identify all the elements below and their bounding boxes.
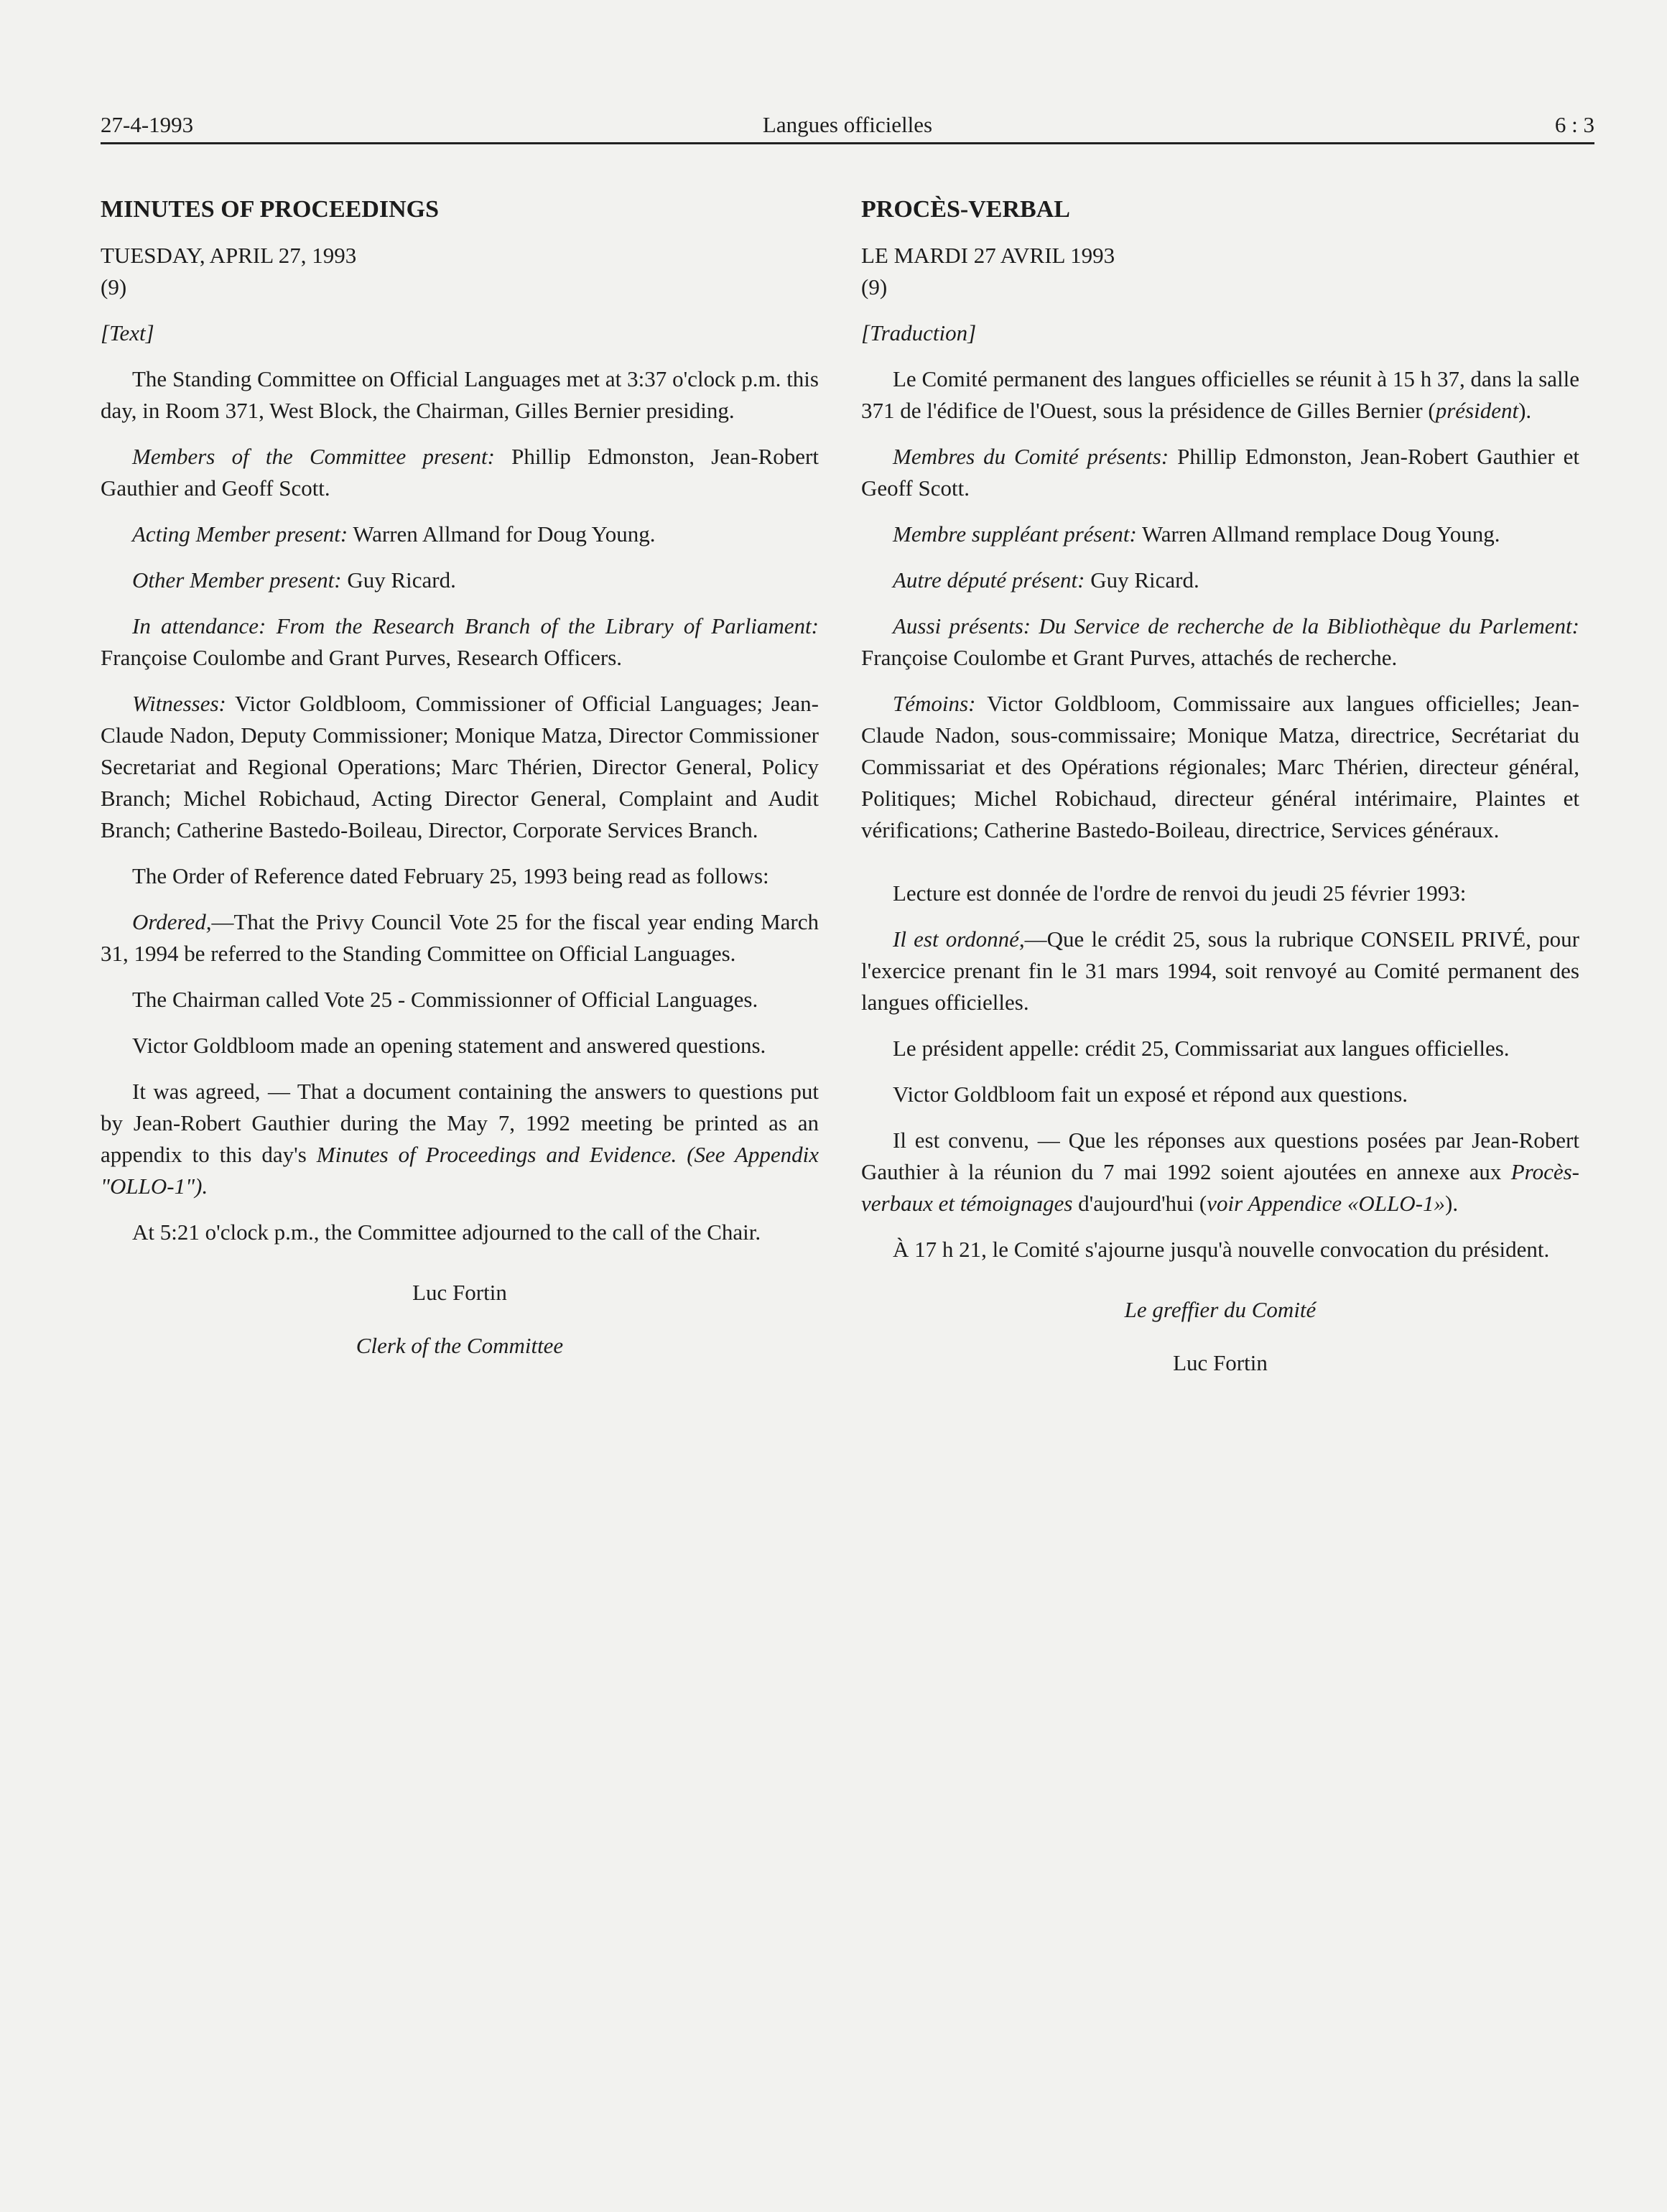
french-date: LE MARDI 27 AVRIL 1993	[861, 243, 1115, 268]
french-translation-tag: [Traduction]	[861, 320, 977, 345]
english-in-attendance: In attendance: From the Research Branch of the Library of Parliament: Françoise Coulombe and Grant Purves, Research Officers.	[101, 613, 819, 670]
french-acting-member: Membre suppléant présent: Warren Allmand remplace Doug Young.	[893, 521, 1500, 547]
page-header	[101, 106, 1594, 144]
french-goldbloom-statement: Victor Goldbloom fait un exposé et répond aux questions.	[893, 1082, 1408, 1107]
french-clerk-role: Le greffier du Comité	[1124, 1297, 1317, 1322]
french-witnesses: Témoins: Victor Goldbloom, Commissaire aux langues officielles; Jean-Claude Nadon, sous-commissaire; Monique Matza, directrice, Secrétariat du Commissariat et des Opérations régionales; Marc Thérien, directeur général, Politiques; Michel Robichaud, directeur général intérimaire, Plaintes et vérifications; Catherine Bastedo-Boileau, directrice, Services généraux.	[861, 691, 1579, 842]
english-text-tag: [Text]	[101, 320, 154, 345]
english-other-member: Other Member present: Guy Ricard.	[132, 567, 456, 592]
header-title: Langues officielles	[762, 112, 933, 137]
english-witnesses: Witnesses: Victor Goldbloom, Commissioner of Official Languages; Jean-Claude Nadon, Deputy Commissioner; Monique Matza, Director Commissioner Secretariat and Regional Operations; Marc Thérien, Director General, Policy Branch; Michel Robichaud, Acting Director General, Complaint and Audit Branch; Catherine Bastedo-Boileau, Director, Corporate Services Branch.	[101, 691, 819, 842]
header-page-number: 6 : 3	[1554, 112, 1594, 137]
french-ordered: Il est ordonné,—Que le crédit 25, sous la rubrique CONSEIL PRIVÉ, pour l'exercice prenant fin le 31 mars 1994, soit renvoyé au Comité permanent des langues officielles.	[861, 926, 1579, 1015]
french-column	[861, 194, 1579, 1400]
english-clerk-role: Clerk of the Committee	[356, 1333, 564, 1358]
french-adjourned: À 17 h 21, le Comité s'ajourne jusqu'à nouvelle convocation du président.	[893, 1237, 1550, 1262]
english-signature	[101, 1277, 819, 1362]
english-acting-member: Acting Member present: Warren Allmand for Doug Young.	[132, 521, 656, 547]
english-chairman-called: The Chairman called Vote 25 - Commissionner of Official Languages.	[132, 987, 758, 1012]
english-members-present: Members of the Committee present: Phillip Edmonston, Jean-Robert Gauthier and Geoff Scott.	[101, 444, 819, 501]
french-other-member: Autre député présent: Guy Ricard.	[893, 567, 1199, 592]
french-members-present: Membres du Comité présents: Phillip Edmonston, Jean-Robert Gauthier et Geoff Scott.	[861, 444, 1579, 501]
english-agreed: It was agreed, — That a document containing the answers to questions put by Jean-Robert Gauthier during the May 7, 1992 meeting be printed as an appendix to this day's Minutes of Proceedings and Evidence. (See Appendix "OLLO-1").	[101, 1079, 819, 1199]
header-date: 27-4-1993	[101, 112, 194, 137]
english-date: TUESDAY, APRIL 27, 1993	[101, 243, 357, 268]
english-number: (9)	[101, 274, 127, 299]
english-order-of-reference: The Order of Reference dated February 25, 1993 being read as follows:	[132, 863, 769, 888]
french-signature	[861, 1294, 1579, 1379]
french-clerk-name: Luc Fortin	[1173, 1350, 1268, 1375]
english-ordered: Ordered,—That the Privy Council Vote 25 for the fiscal year ending March 31, 1994 be referred to the Standing Committee on Official Languages.	[101, 909, 819, 966]
french-chairman-called: Le président appelle: crédit 25, Commissariat aux langues officielles.	[893, 1036, 1510, 1061]
english-clerk-name: Luc Fortin	[412, 1280, 507, 1305]
french-agreed: Il est convenu, — Que les réponses aux questions posées par Jean-Robert Gauthier à la réunion du 7 mai 1992 soient ajoutées en annexe aux Procès-verbaux et témoignages d'aujourd'hui (voir Appendice «OLLO-1»).	[861, 1128, 1579, 1216]
english-heading: MINUTES OF PROCEEDINGS	[101, 196, 440, 223]
english-adjourned: At 5:21 o'clock p.m., the Committee adjourned to the call of the Chair.	[132, 1219, 761, 1245]
french-order-of-reference: Lecture est donnée de l'ordre de renvoi du jeudi 25 février 1993:	[893, 880, 1467, 906]
french-heading: PROCÈS-VERBAL	[861, 196, 1070, 223]
french-number: (9)	[861, 274, 888, 299]
french-opening-paragraph: Le Comité permanent des langues officielles se réunit à 15 h 37, dans la salle 371 de l'édifice de l'Ouest, sous la présidence de Gilles Bernier (président).	[861, 366, 1579, 423]
english-opening-paragraph: The Standing Committee on Official Languages met at 3:37 o'clock p.m. this day, in Room 371, West Block, the Chairman, Gilles Bernier presiding.	[101, 366, 819, 423]
english-goldbloom-statement: Victor Goldbloom made an opening statement and answered questions.	[132, 1033, 766, 1058]
french-in-attendance: Aussi présents: Du Service de recherche de la Bibliothèque du Parlement: Françoise Coulombe et Grant Purves, attachés de recherche.	[861, 613, 1579, 670]
english-column	[101, 194, 819, 1383]
